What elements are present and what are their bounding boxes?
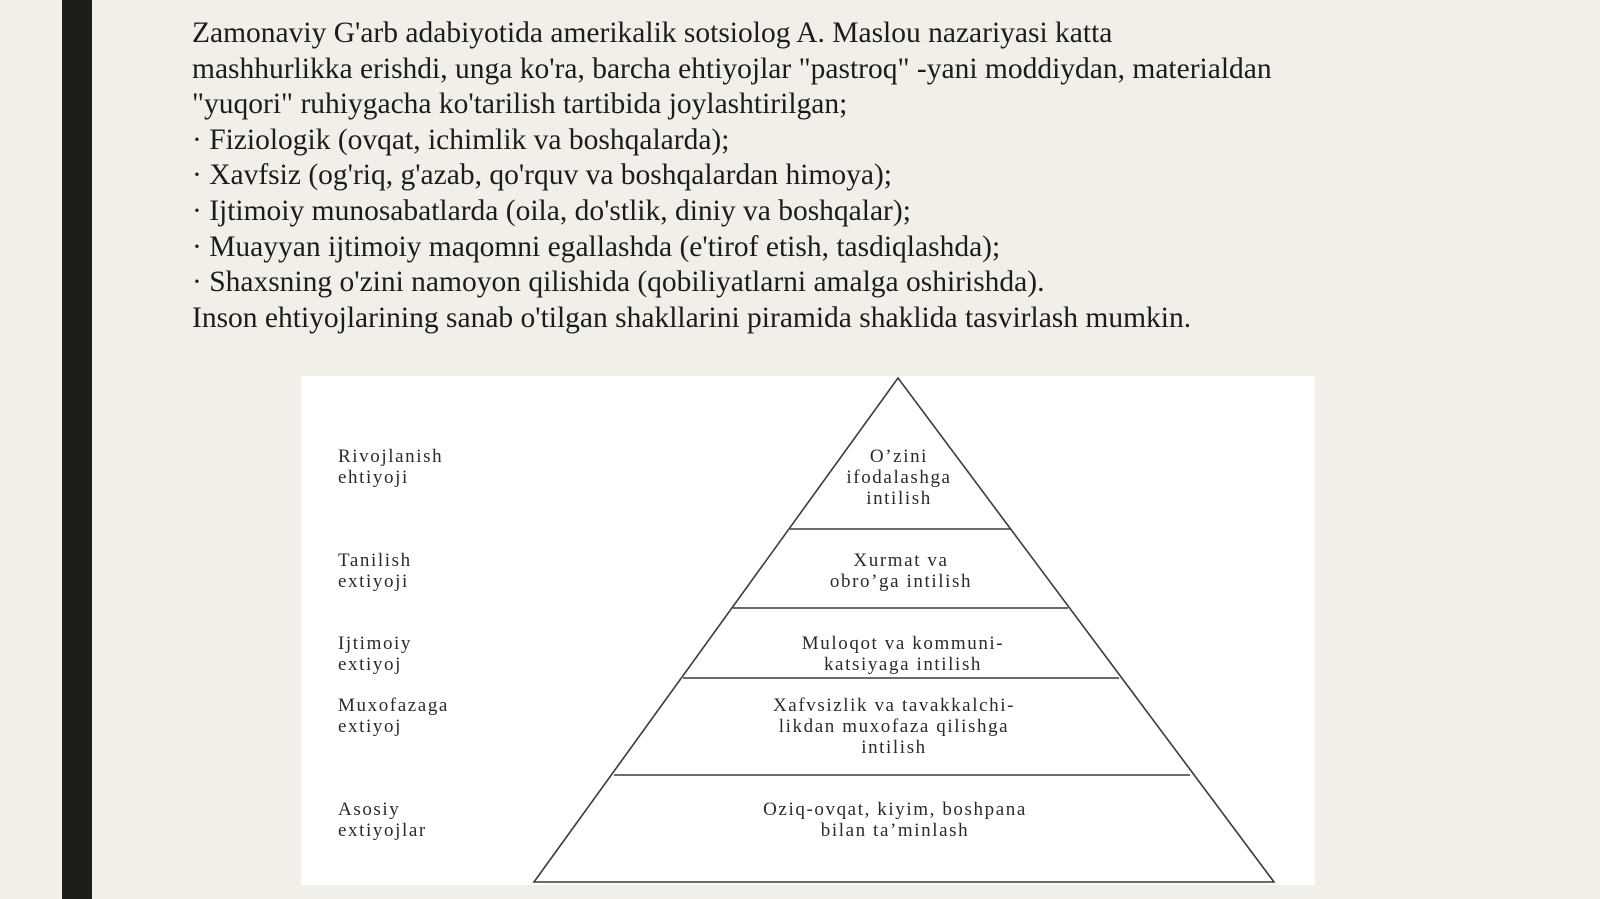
goal-label-text: O’zini	[869, 446, 929, 467]
goal-label-text: Xafvsizlik va tavakkalchi-	[772, 695, 1016, 716]
intro-line: "yuqori" ruhiygacha ko'tarilish tartibida joylashtirilgan;	[192, 88, 848, 121]
goal-label-text: intilish	[866, 488, 932, 509]
goal-label-text: bilan ta’minlash	[820, 820, 970, 841]
need-label-text: Ijtimoiy	[338, 633, 413, 654]
need-label-recognition	[338, 550, 412, 592]
conclusion-line: Inson ehtiyojlarining sanab o'tilgan shakllarini piramida shaklida tasvirlash mumkin.	[192, 301, 1192, 334]
goal-label-safety	[773, 695, 1015, 758]
need-label-text: Tanilish	[338, 550, 412, 571]
need-label-text: extiyoj	[338, 716, 402, 737]
slide-text	[192, 16, 1592, 336]
goal-label-text: ifodalashga	[846, 467, 952, 488]
bullet-item: · Shaxsning o'zini namoyon qilishida (qobiliyatlarni amalga oshirishda).	[192, 266, 1045, 299]
need-label-text: extiyojlar	[338, 820, 427, 841]
intro-line: Zamonaviy G'arb adabiyotida amerikalik sotsiolog A. Maslou nazariyasi katta	[192, 17, 1113, 49]
bullet-item: · Fiziologik (ovqat, ichimlik va boshqalarda);	[192, 123, 730, 156]
goal-label-text: katsiyaga intilish	[823, 654, 983, 675]
intro-line: mashhurlikka erishdi, unga ko'ra, barcha ehtiyojlar "pastroq" -yani moddiydan, materialdan	[192, 52, 1272, 85]
goal-label-text: likdan muxofaza qilishga	[778, 716, 1010, 737]
left-accent-bar	[62, 0, 92, 899]
need-label-text: extiyoji	[338, 571, 409, 592]
need-label-text: extiyoj	[338, 654, 402, 675]
need-label-text: Rivojlanish	[338, 446, 444, 467]
bullet-item: · Ijtimoiy munosabatlarda (oila, do'stlik, diniy va boshqalar);	[192, 194, 911, 227]
goal-label-basic-provision	[763, 799, 1027, 841]
bullet-item: · Xavfsiz (og'riq, g'azab, qo'rquv va boshqalardan himoya);	[192, 159, 892, 192]
goal-label-text: intilish	[861, 737, 927, 758]
goal-label-text: Xurmat va	[853, 550, 949, 571]
need-label-protection	[338, 695, 449, 737]
goal-label-communication	[802, 633, 1004, 675]
bullet-item: · Muayyan ijtimoiy maqomni egallashda (e'tirof etish, tasdiqlashda);	[192, 230, 1001, 263]
goal-label-text: obro’ga intilish	[829, 571, 973, 592]
need-label-basic	[338, 799, 427, 841]
goal-label-self-expression	[846, 446, 951, 509]
need-label-text: Muxofazaga	[338, 695, 449, 716]
maslow-pyramid-figure	[301, 376, 1315, 885]
goal-label-respect	[830, 550, 972, 592]
need-label-social	[338, 633, 412, 675]
goal-label-text: Oziq-ovqat, kiyim, boshpana	[763, 799, 1027, 820]
need-label-text: Asosiy	[338, 799, 401, 820]
need-label-development	[338, 446, 443, 488]
need-label-text: ehtiyoji	[338, 467, 409, 488]
goal-label-text: Muloqot va kommuni-	[801, 633, 1005, 654]
